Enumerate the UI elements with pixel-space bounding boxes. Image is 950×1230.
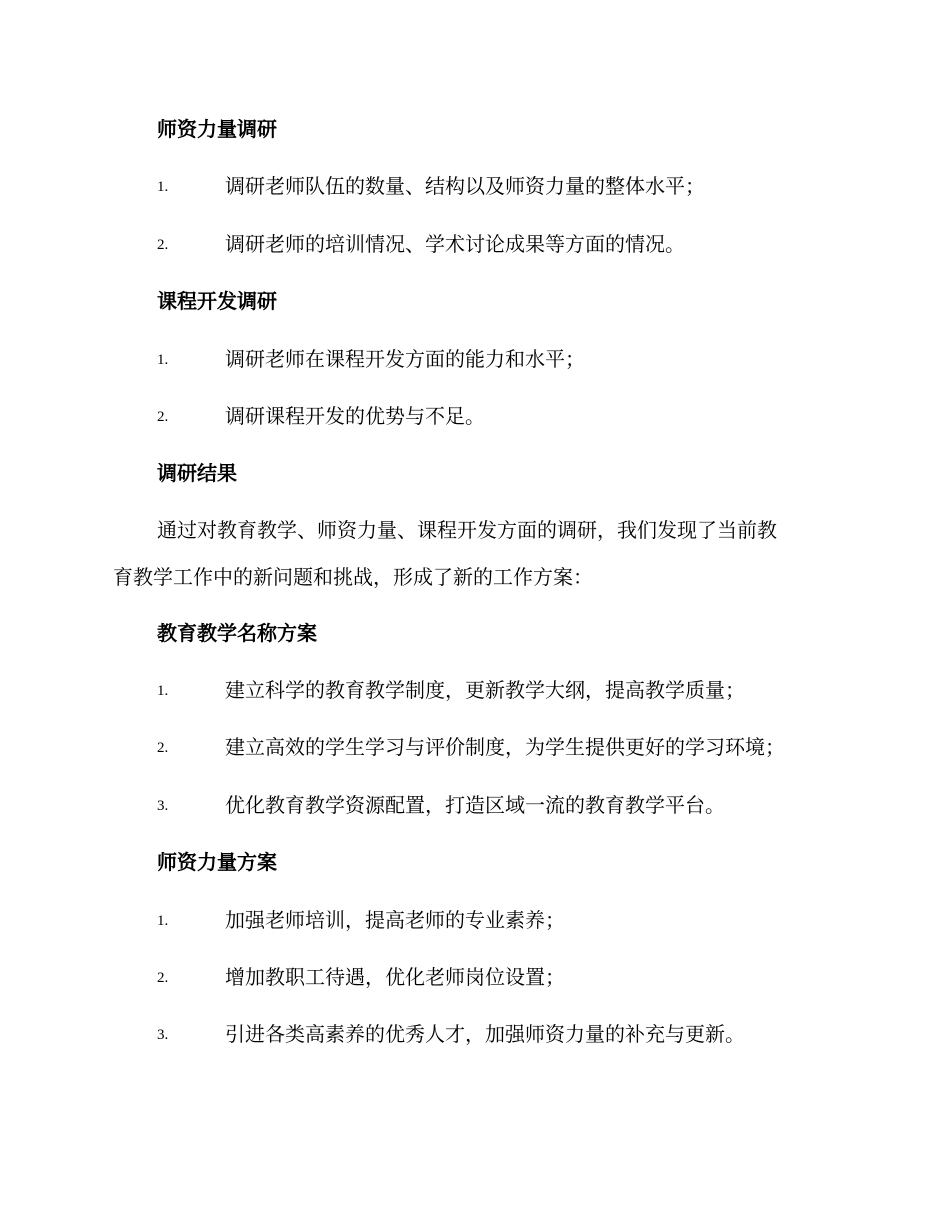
paragraph-line: 通过对教育教学、师资力量、课程开发方面的调研，我们发现了当前教 xyxy=(157,518,777,542)
list-item-text: 加强老师培训，提高老师的专业素养； xyxy=(225,908,565,932)
list-item-text: 建立高效的学生学习与评价制度，为学生提供更好的学习环境； xyxy=(225,735,785,759)
list-item xyxy=(157,230,857,258)
list-item-number: 2. xyxy=(157,237,169,253)
list-item xyxy=(157,402,857,430)
section-heading-faculty-plan: 师资力量方案 xyxy=(157,850,277,874)
list-item xyxy=(157,791,857,819)
list-item-number: 2. xyxy=(157,409,169,425)
list-item-text: 调研课程开发的优势与不足。 xyxy=(225,404,485,428)
section-heading-curriculum-research: 课程开发调研 xyxy=(157,289,277,313)
paragraph-line: 育教学工作中的新问题和挑战，形成了新的工作方案： xyxy=(113,565,593,589)
list-item-number: 3. xyxy=(157,1027,169,1043)
list-item xyxy=(157,1020,857,1048)
list-item xyxy=(157,676,857,704)
list-item-number: 1. xyxy=(157,683,169,699)
section-heading-faculty-research: 师资力量调研 xyxy=(157,117,277,141)
list-item xyxy=(157,963,857,991)
list-item-number: 1. xyxy=(157,913,169,929)
list-item xyxy=(157,172,857,200)
list-item-number: 2. xyxy=(157,740,169,756)
section-heading-teaching-plan: 教育教学名称方案 xyxy=(157,621,317,645)
list-item-text: 建立科学的教育教学制度，更新教学大纲，提高教学质量； xyxy=(225,678,745,702)
list-item-number: 1. xyxy=(157,352,169,368)
list-item xyxy=(157,345,857,373)
list-item-text: 增加教职工待遇，优化老师岗位设置； xyxy=(225,965,565,989)
section-heading-research-results: 调研结果 xyxy=(157,461,237,485)
list-item xyxy=(157,733,857,761)
list-item-number: 3. xyxy=(157,798,169,814)
list-item-text: 引进各类高素养的优秀人才，加强师资力量的补充与更新。 xyxy=(225,1022,745,1046)
list-item-text: 调研老师队伍的数量、结构以及师资力量的整体水平； xyxy=(225,174,705,198)
list-item-text: 调研老师的培训情况、学术讨论成果等方面的情况。 xyxy=(225,232,685,256)
list-item-number: 1. xyxy=(157,179,169,195)
list-item-text: 优化教育教学资源配置，打造区域一流的教育教学平台。 xyxy=(225,793,725,817)
list-item-text: 调研老师在课程开发方面的能力和水平； xyxy=(225,347,585,371)
list-item-number: 2. xyxy=(157,970,169,986)
list-item xyxy=(157,906,857,934)
